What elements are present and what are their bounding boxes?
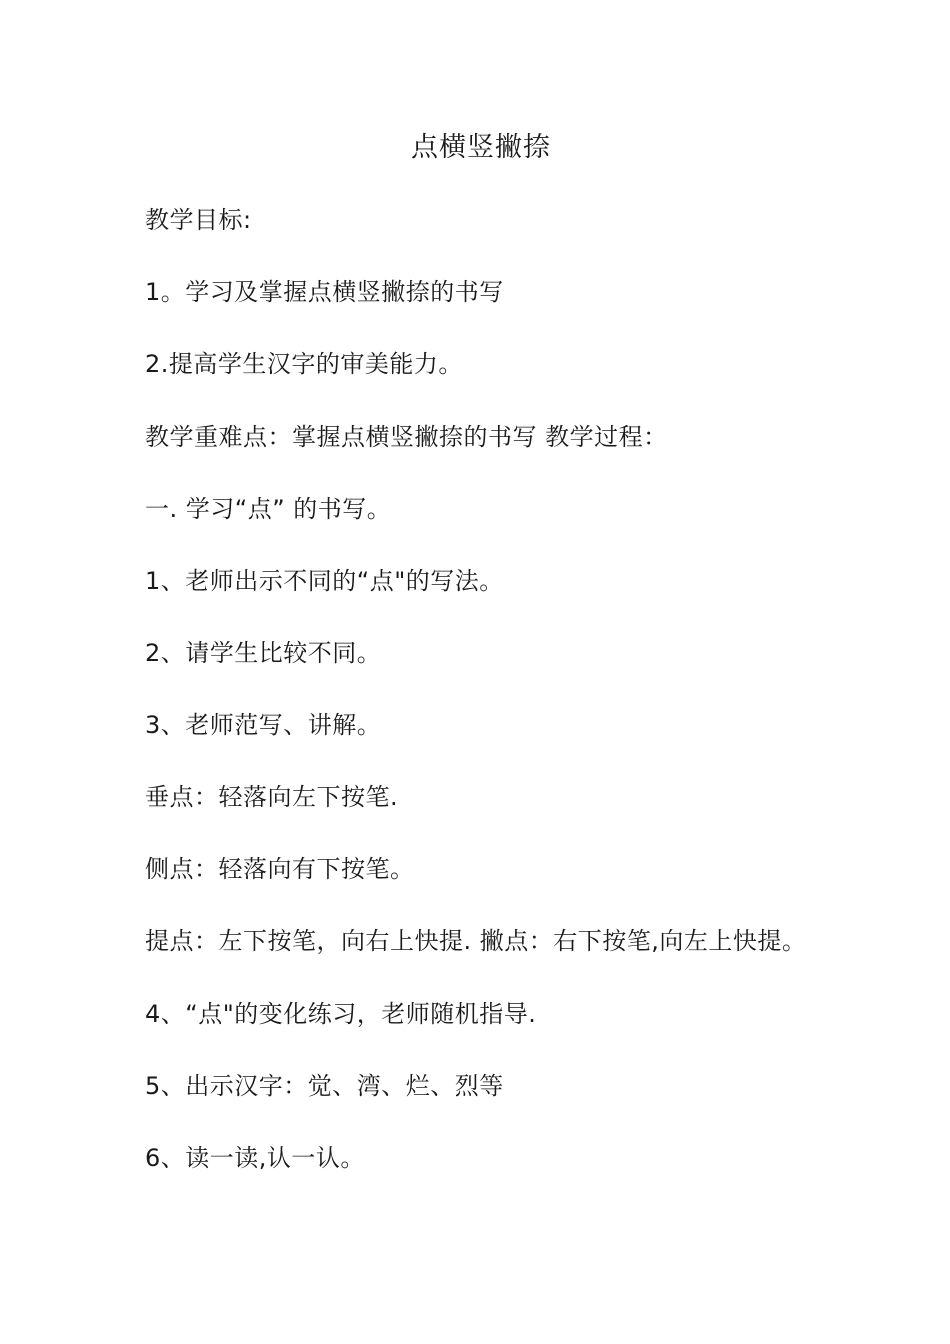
document-title: 点横竖撇捺	[411, 132, 551, 163]
section-heading-dot: 一. 学习“点” 的书写。	[145, 495, 392, 523]
section-heading-objectives: 教学目标:	[145, 206, 252, 234]
stroke-description: 提点：左下按笔，向右上快提. 撇点：右下按笔,向左上快提。	[145, 927, 807, 955]
step-item: 4、“点"的变化练习，老师随机指导.	[145, 1000, 537, 1028]
stroke-description: 垂点：轻落向左下按笔.	[145, 783, 399, 811]
step-item: 2、请学生比较不同。	[145, 639, 382, 667]
step-item: 3、老师范写、讲解。	[145, 711, 382, 739]
stroke-description: 侧点：轻落向有下按笔。	[145, 855, 415, 883]
step-item: 1、老师出示不同的“点"的写法。	[145, 567, 504, 595]
objective-item: 1。学习及掌握点横竖撇捺的书写	[145, 278, 504, 306]
step-item: 5、出示汉字：觉、湾、烂、烈等	[145, 1072, 504, 1100]
step-item: 6、读一读,认一认。	[145, 1144, 365, 1172]
objective-item: 2.提高学生汉字的审美能力。	[145, 350, 463, 378]
key-points-line: 教学重难点：掌握点横竖撇捺的书写 教学过程：	[145, 423, 668, 451]
